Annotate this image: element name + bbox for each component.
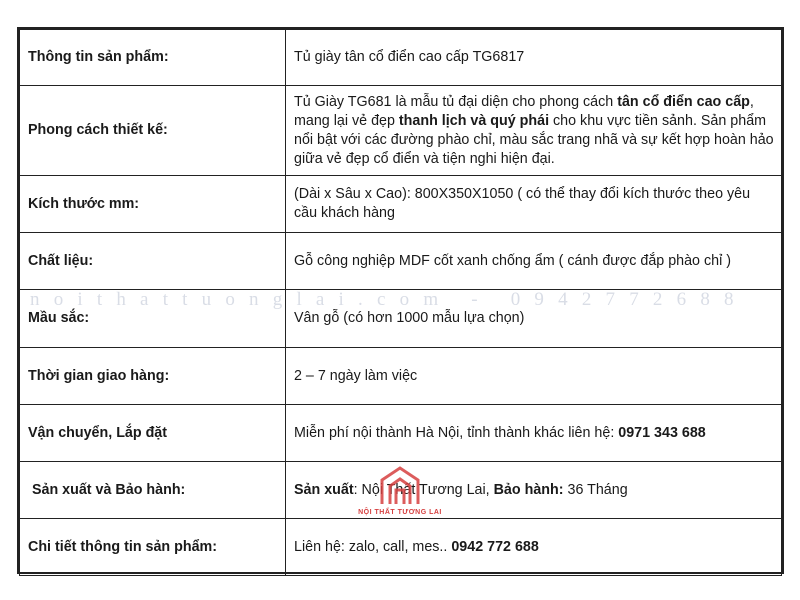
row-value: Tủ Giày TG681 là mẫu tủ đại diện cho phong cách tân cổ điển cao cấp, mang lại vẻ đẹp thanh lịch và quý phái cho khu vực tiền sảnh. Sản phẩm nổi bật với các đường phào chỉ, màu sắc trang nhã và sự kết hợp hoàn hảo giữa vẻ đẹp cổ điển và tiện nghi hiện đại. — [286, 86, 782, 176]
row-value: Sản xuất: Nội Thất Tương Lai, Bảo hành: 36 Tháng — [286, 462, 782, 519]
row-label: Vận chuyển, Lắp đặt — [20, 405, 286, 462]
product-spec-table — [17, 27, 784, 574]
row-value: Liên hệ: zalo, call, mes.. 0942 772 688 — [286, 519, 782, 576]
row-label: Sản xuất và Bảo hành: — [20, 462, 286, 519]
row-value: Gỗ công nghiệp MDF cốt xanh chống ẩm ( cánh được đắp phào chỉ ) — [286, 233, 782, 290]
table-row — [20, 290, 782, 348]
row-value: Miễn phí nội thành Hà Nội, tỉnh thành khác liên hệ: 0971 343 688 — [286, 405, 782, 462]
logo-text: NỘI THẤT TƯƠNG LAI — [358, 509, 442, 516]
table-row — [20, 30, 782, 86]
table-row — [20, 348, 782, 405]
table-row — [20, 176, 782, 233]
watermark-text: noithattuonglai.com - 0942772688 — [30, 289, 748, 309]
row-label: Kích thước mm: — [20, 176, 286, 233]
table-row — [20, 233, 782, 290]
row-value: Vân gỗ (có hơn 1000 mẫu lựa chọn) — [286, 290, 782, 348]
row-value: Tủ giày tân cổ điển cao cấp TG6817 — [286, 30, 782, 86]
row-label: Mầu sắc: — [20, 290, 286, 348]
row-value: 2 – 7 ngày làm việc — [286, 348, 782, 405]
row-label: Thời gian giao hàng: — [20, 348, 286, 405]
table-row — [20, 405, 782, 462]
row-label: Thông tin sản phẩm: — [20, 30, 286, 86]
table-row — [20, 86, 782, 176]
row-label: Chất liệu: — [20, 233, 286, 290]
table-row — [20, 462, 782, 519]
table-row — [20, 519, 782, 576]
row-label: Chi tiết thông tin sản phẩm: — [20, 519, 286, 576]
row-label: Phong cách thiết kế: — [20, 86, 286, 176]
row-value: (Dài x Sâu x Cao): 800X350X1050 ( có thể thay đổi kích thước theo yêu cầu khách hàng — [286, 176, 782, 233]
